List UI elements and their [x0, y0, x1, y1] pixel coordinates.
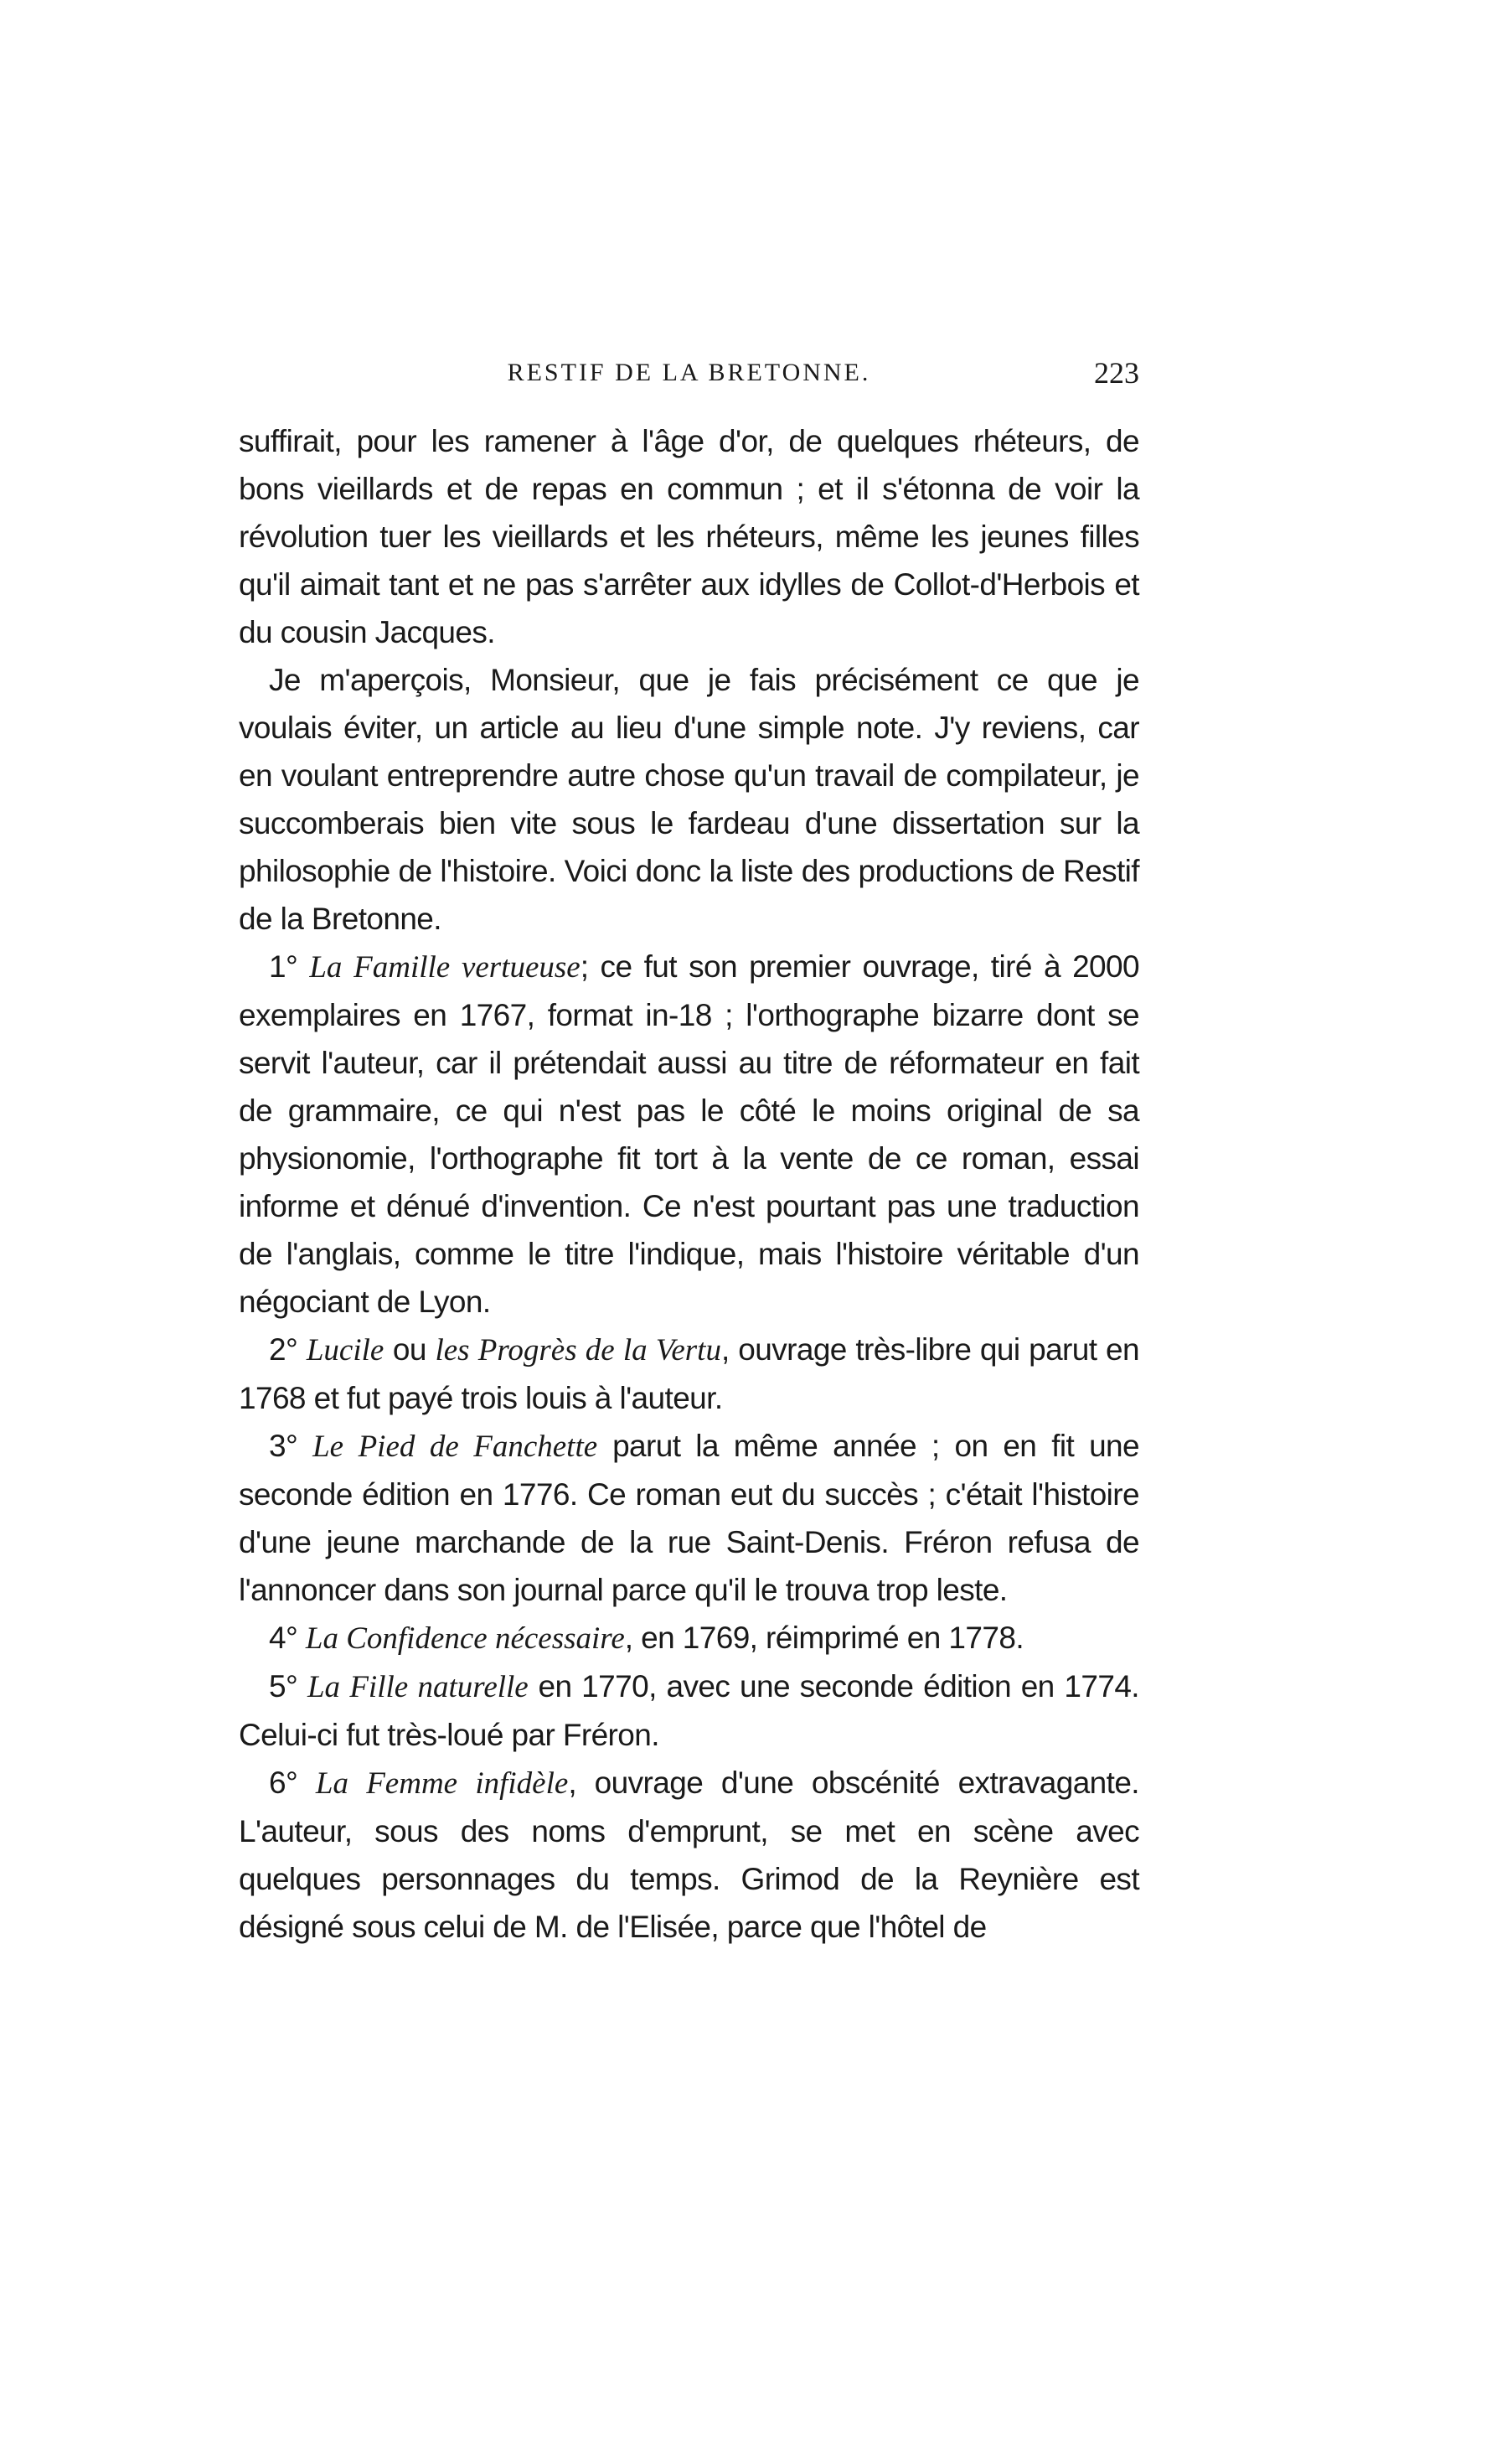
work-title: La Femme infidèle [315, 1766, 569, 1801]
list-item [239, 1422, 1139, 1614]
list-item [239, 1662, 1139, 1759]
item-text: en 1770, avec une seconde édition en 1774. Celui-ci fut très-loué par Fréron. [239, 1669, 1139, 1752]
item-text: parut la même année ; on en fit une seconde édition en 1776. Ce roman eut du succès ; c'était l'histoire d'une jeune marchande de la rue Saint-Denis. Fréron refusa de l'annoncer dans son journal parce qu'il le trouva trop leste. [239, 1429, 1140, 1607]
list-item [239, 1326, 1139, 1422]
item-text: , ouvrage très-libre qui parut en 1768 et fut payé trois louis à l'auteur. [239, 1332, 1139, 1415]
work-title: La Famille vertueuse [309, 950, 581, 985]
page-number: 223 [1094, 356, 1139, 390]
work-title: Le Pied de Fanchette [312, 1430, 598, 1464]
item-connector: ou [384, 1332, 436, 1367]
item-text: , en 1769, réimprimé en 1778. [624, 1621, 1024, 1655]
list-item [239, 943, 1139, 1326]
item-number: 4° [269, 1621, 298, 1655]
item-number: 5° [269, 1669, 298, 1704]
running-title: RESTIF DE LA BRETONNE. [507, 359, 871, 386]
list-item [239, 1614, 1139, 1662]
item-text: ; ce fut son premier ouvrage, tiré à 2000 exemplaires en 1767, format in-18 ; l'orthographe bizarre dont se servit l'auteur, car il prétendait aussi au titre de réformateur en fait de grammaire, ce qui n'est pas le côté le moins original de sa physionomie, l'orthographe fit tort à la vente de ce roman, essai informe et dénué d'invention. Ce n'est pourtant pas une traduction de l'anglais, comme le titre l'indique, mais l'histoire véritable d'un négociant de Lyon. [239, 949, 1139, 1319]
work-title: La Confidence nécessaire [305, 1621, 625, 1656]
item-number: 3° [269, 1429, 298, 1463]
book-page [239, 352, 1139, 1951]
list-item [239, 1759, 1139, 1951]
work-title: La Fille naturelle [307, 1670, 529, 1704]
work-title: Lucile [306, 1333, 384, 1368]
item-number: 2° [269, 1332, 298, 1367]
body-text [239, 417, 1139, 1951]
paragraph-continued: suffirait, pour les ramener à l'âge d'or, de quelques rhéteurs, de bons vieillards et de repas en commun ; et il s'étonna de voir la révolution tuer les vieillards et les rhéteurs, même les jeunes filles qu'il aimait tant et ne pas s'arrêter aux idylles de Collot-d'Herbois et du cousin Jacques. [239, 424, 1139, 649]
item-number: 1° [269, 949, 298, 984]
paragraph: Je m'aperçois, Monsieur, que je fais précisément ce que je voulais éviter, un article au lieu d'une simple note. J'y reviens, car en voulant entreprendre autre chose qu'un travail de compilateur, je succomberais bien vite sous le fardeau d'une dissertation sur la philosophie de l'histoire. Voici donc la liste des productions de Restif de la Bretonne. [239, 663, 1139, 936]
work-title-secondary: les Progrès de la Vertu [435, 1333, 721, 1368]
item-text: , ouvrage d'une obscénité extravagante. L'auteur, sous des noms d'emprunt, se met en scène avec quelques personnages du temps. Grimod de la Reynière est désigné sous celui de M. de l'Elisée, parce que l'hôtel de [239, 1766, 1139, 1944]
item-number: 6° [269, 1766, 298, 1800]
running-head [239, 352, 1139, 402]
